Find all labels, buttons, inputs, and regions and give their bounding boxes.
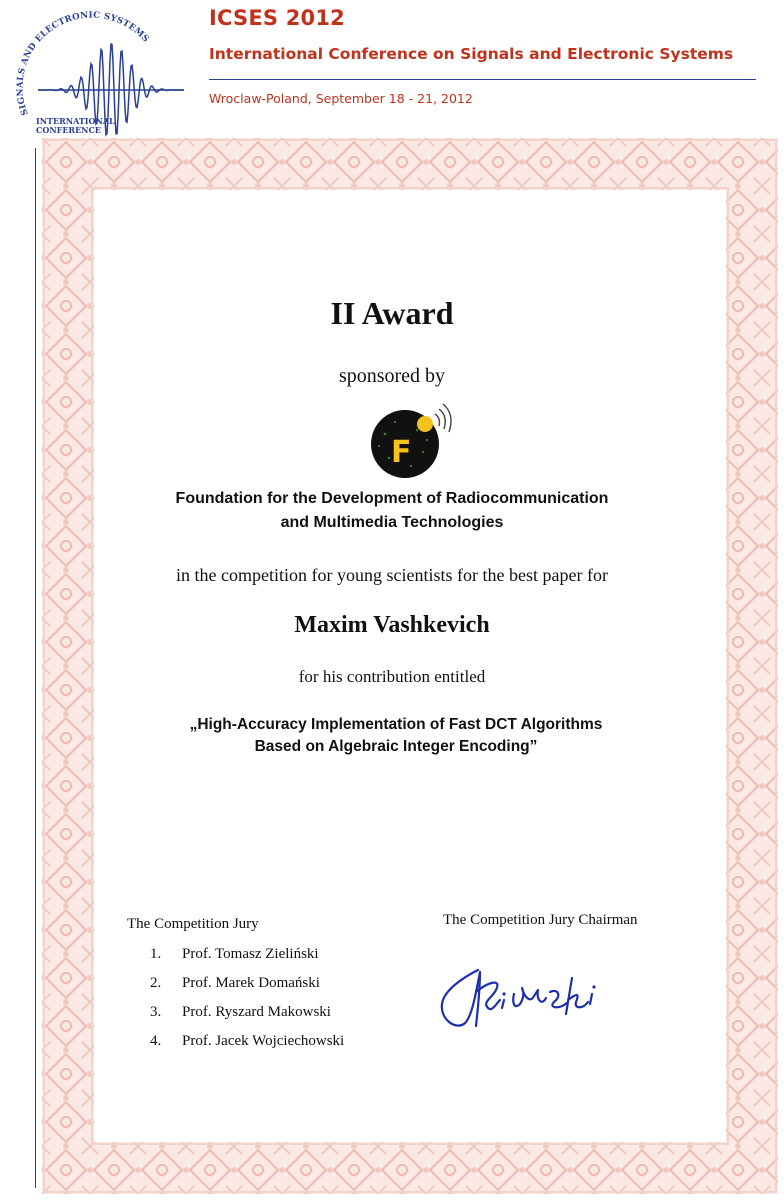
svg-text:SIGNALS AND ELECTRONIC SYSTEMS <box>15 11 150 117</box>
paper-title-line1: „High-Accuracy Implementation of Fast DCT Algorithms <box>189 716 603 733</box>
chairman-signature <box>430 952 630 1042</box>
jury-member-name: Prof. Marek Domański <box>182 975 320 991</box>
jury-member-name: Prof. Ryszard Makowski <box>182 1004 331 1020</box>
jury-member-name: Prof. Tomasz Zieliński <box>182 946 319 962</box>
award-title: II Award <box>330 295 454 331</box>
sponsor-logo-letter: F <box>391 435 412 470</box>
jury-member <box>150 975 344 1004</box>
sponsor-logo <box>365 400 455 480</box>
jury-member-name: Prof. Jacek Wojciechowski <box>182 1033 345 1049</box>
sponsor-name-line2: and Multimedia Technologies <box>280 514 504 531</box>
jury-member <box>150 946 344 975</box>
sponsor-name-line1: Foundation for the Development of Radiocommunication <box>175 490 609 507</box>
conference-logo <box>6 2 190 142</box>
recipient-name: Maxim Vashkevich <box>294 612 490 638</box>
conference-title: ICSES 2012 <box>209 6 345 30</box>
jury-member-number: 1. <box>150 946 162 962</box>
logo-caption-line2: CONFERENCE <box>36 125 101 135</box>
header-divider <box>209 79 756 80</box>
sponsored-by-text: sponsored by <box>338 365 446 387</box>
conference-date-location: Wroclaw-Poland, September 18 - 21, 2012 <box>209 91 473 106</box>
jury-list <box>150 946 344 1062</box>
logo-caption-line1: INTERNATIONAL <box>36 116 115 126</box>
paper-title-line2: Based on Algebraic Integer Encoding” <box>254 738 538 755</box>
jury-member <box>150 1004 344 1033</box>
jury-member-number: 4. <box>150 1033 162 1049</box>
jury-member-number: 2. <box>150 975 162 991</box>
contribution-text: for his contribution entitled <box>298 667 486 686</box>
logo-ring-text: SIGNALS AND ELECTRONIC SYSTEMS <box>15 10 151 117</box>
jury-member <box>150 1033 344 1062</box>
jury-member-number: 3. <box>150 1004 162 1020</box>
jury-heading: The Competition Jury <box>127 916 259 932</box>
competition-text: in the competition for young scientists for the best paper for <box>176 565 608 585</box>
conference-subtitle: International Conference on Signals and Electronic Systems <box>209 45 734 63</box>
chairman-heading: The Competition Jury Chairman <box>443 912 638 928</box>
